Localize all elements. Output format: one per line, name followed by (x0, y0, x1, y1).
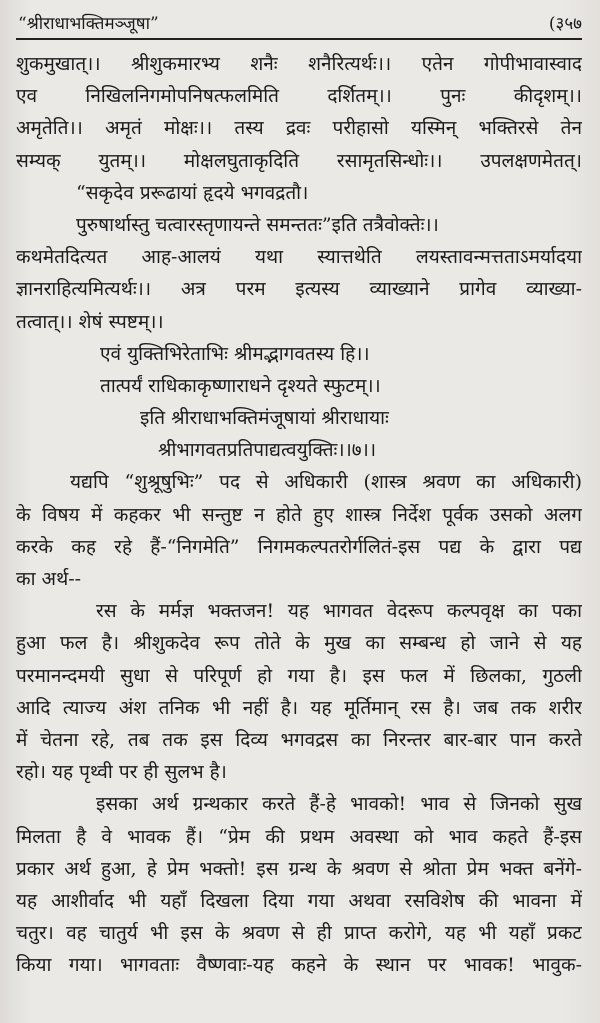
text-line: तत्वात्।। शेषं स्पष्टम्।। (16, 310, 164, 333)
text-line: एव निखिलनिगमोपनिषत्फलमिति दर्शितम्।। पुनः कीदृशम्।। (16, 85, 582, 108)
text-line: का अर्थ-- (16, 568, 82, 590)
verse-line: एवं युक्तिभिरेताभिः श्रीमद्भागवतस्य हि।। (100, 342, 370, 365)
text-line: प्रकार अर्थ हुआ, हे प्रेम भक्तो! इस ग्रन्थ के श्रवण से श्रोता प्रेम भक्त बनेंगे- (16, 857, 582, 880)
verse-line: तात्पर्यं राधिकाकृष्णाराधने दृश्यते स्फुटम्।। (100, 374, 381, 397)
text-line: किया गया। भागवताः वैष्णवाः-यह कहने के स्थान पर भावक! भावुक- (16, 954, 582, 977)
text-line: अमृतेति।। अमृतं मोक्षः।। तस्य द्रवः परीहासो यस्मिन् भक्तिरसे तेन (16, 117, 582, 140)
text-line: सम्यक् युतम्।। मोक्षलघुताकृदिति रसामृतसिन्धोः।। उपलक्षणमेतत्। (16, 149, 582, 172)
text-line: आदि त्याज्य अंश तनिक भी नहीं है। यह मूर्तिमान् रस है। जब तक शरीर (16, 696, 582, 719)
header-rule (16, 38, 582, 40)
page-header (16, 4, 582, 38)
page-number: (३५७ (548, 14, 582, 34)
text-line: के विषय में कहकर भी सन्तुष्ट न होते हुए शास्त्र निर्देश पूर्वक उसको अलग (16, 503, 582, 526)
running-title: “श्रीराधाभक्तिमञ्जूषा” (18, 14, 159, 34)
text-line: ज्ञानराहित्यमित्यर्थः।। अत्र परम इत्यस्य व्याख्याने प्रागेव व्याख्या- (16, 278, 582, 301)
text-line: शुकमुखात्।। श्रीशुकमारभ्य शनैः शनैरित्यर्थः।। एतेन गोपीभावास्वाद (16, 53, 582, 75)
paragraph-first-line: इसका अर्थ ग्रन्थकार करते हैं-हे भावको! भाव से जिनको सुख (96, 793, 582, 816)
text-line: चतुर। वह चातुर्य भी इस के श्रवण से ही प्राप्त करोगे, यह भी यहाँ प्रकट (16, 922, 582, 945)
text-line: में चेतना रहे, तब तक इस दिव्य भगवद्रस का निरन्तर बार-बार पान करते (16, 728, 582, 751)
colophon-line: इति श्रीराधाभक्तिमंजूषायां श्रीराधायाः (140, 407, 389, 430)
verse-line: “सकृदेव प्ररूढायां हृदये भगवद्रतौ। (76, 181, 309, 204)
text-line: कथमेतदित्यत आह-आलयं यथा स्यात्तथेति लयस्तावन्मत्तताऽमर्यादया (16, 246, 582, 269)
text-line: करके कह रहे हैं-“निगमेति” निगमकल्पतरोर्गलितं-इस पद्य के द्वारा पद्य (16, 535, 582, 558)
text-line: परमानन्दमयी सुधा से परिपूर्ण हो गया है। इस फल में छिलका, गुठली (16, 664, 582, 687)
verse-line: पुरुषार्थास्तु चत्वारस्तृणायन्ते समन्ततः”इति तत्रैवोक्तेः।। (76, 213, 439, 236)
colophon-line: श्रीभागवतप्रतिपाद्यत्वयुक्तिः।।७।। (158, 439, 377, 462)
paragraph-first-line: यद्यपि “शुश्रूषुभिः” पद से अधिकारी (शास्त्र श्रवण का अधिकारी) (70, 471, 582, 494)
text-line: हुआ फल है। श्रीशुकदेव रूप तोते के मुख का सम्बन्ध हो जाने से यह (16, 632, 582, 655)
paragraph-first-line: रस के मर्मज्ञ भक्तजन! यह भागवत वेदरूप कल्पवृक्ष का पका (96, 600, 582, 623)
text-line: मिलता है वे भावक हैं। “प्रेम की प्रथम अवस्था को भाव कहते हैं-इस (16, 825, 582, 848)
text-line: रहो। यह पृथ्वी पर ही सुलभ है। (16, 761, 227, 784)
text-line: यह आशीर्वाद भी यहाँ दिखला दिया गया अथवा रसविशेष की भावना में (16, 889, 582, 912)
